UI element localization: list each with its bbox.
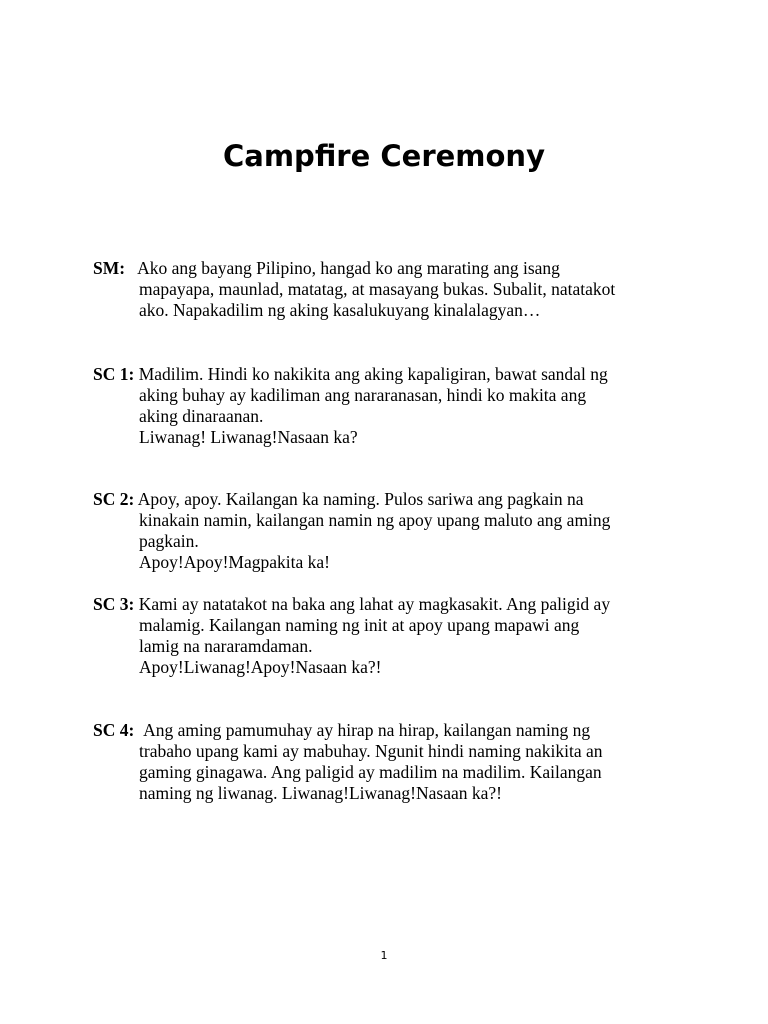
dialogue-line: aking buhay ay kadiliman ang nararanasan, hindi ko makita ang bbox=[139, 385, 587, 405]
dialogue-line: lamig na nararamdaman. bbox=[139, 636, 313, 656]
page-number: 1 bbox=[380, 949, 388, 962]
dialogue-line: Ang aming pamumuhay ay hirap na hirap, kailangan naming ng bbox=[143, 720, 591, 740]
section-first-line bbox=[93, 720, 693, 741]
dialogue-line: mapayapa, maunlad, matatag, at masayang bukas. Subalit, natatakot bbox=[139, 279, 616, 299]
dialogue-line: gaming ginagawa. Ang paligid ay madilim na madilim. Kailangan bbox=[139, 762, 602, 782]
section-first-line bbox=[93, 364, 693, 385]
dialogue-line: Kami ay natatakot na baka ang lahat ay magkasakit. Ang paligid ay bbox=[138, 594, 611, 614]
speaker-label: SC 2: bbox=[93, 489, 135, 509]
section-first-line bbox=[93, 489, 693, 510]
dialogue-line: trabaho upang kami ay mabuhay. Ngunit hindi naming nakikita an bbox=[139, 741, 603, 761]
section-first-line bbox=[93, 594, 693, 615]
dialogue-line: kinakain namin, kailangan namin ng apoy upang maluto ang aming bbox=[139, 510, 611, 530]
script-section-sc3 bbox=[93, 594, 693, 678]
script-section-sc4 bbox=[93, 720, 693, 804]
dialogue-line: Ako ang bayang Pilipino, hangad ko ang marating ang isang bbox=[137, 258, 560, 278]
dialogue-line: Apoy, apoy. Kailangan ka naming. Pulos sariwa ang pagkain na bbox=[137, 489, 584, 509]
dialogue-line: aking dinaraanan. bbox=[139, 406, 264, 426]
section-first-line bbox=[93, 258, 693, 279]
dialogue-line: Madilim. Hindi ko nakikita ang aking kapaligiran, bawat sandal ng bbox=[138, 364, 608, 384]
speaker-label: SC 1: bbox=[93, 364, 135, 384]
document-title: Campfire Ceremony bbox=[222, 139, 545, 173]
dialogue-line: naming ng liwanag. Liwanag!Liwanag!Nasaan ka?! bbox=[139, 783, 502, 803]
dialogue-line: Liwanag! Liwanag!Nasaan ka? bbox=[139, 427, 358, 447]
dialogue-line: Apoy!Liwanag!Apoy!Nasaan ka?! bbox=[139, 657, 382, 677]
dialogue-line: Apoy!Apoy!Magpakita ka! bbox=[139, 552, 330, 572]
speaker-label: SC 4: bbox=[93, 720, 135, 740]
script-section-sm bbox=[93, 258, 693, 321]
dialogue-line: ako. Napakadilim ng aking kasalukuyang kinalalagyan… bbox=[139, 300, 541, 320]
speaker-label: SM: bbox=[93, 258, 126, 278]
dialogue-line: pagkain. bbox=[139, 531, 199, 551]
script-section-sc2 bbox=[93, 489, 693, 573]
speaker-label: SC 3: bbox=[93, 594, 135, 614]
dialogue-line: malamig. Kailangan naming ng init at apoy upang mapawi ang bbox=[139, 615, 580, 635]
script-section-sc1 bbox=[93, 364, 693, 448]
